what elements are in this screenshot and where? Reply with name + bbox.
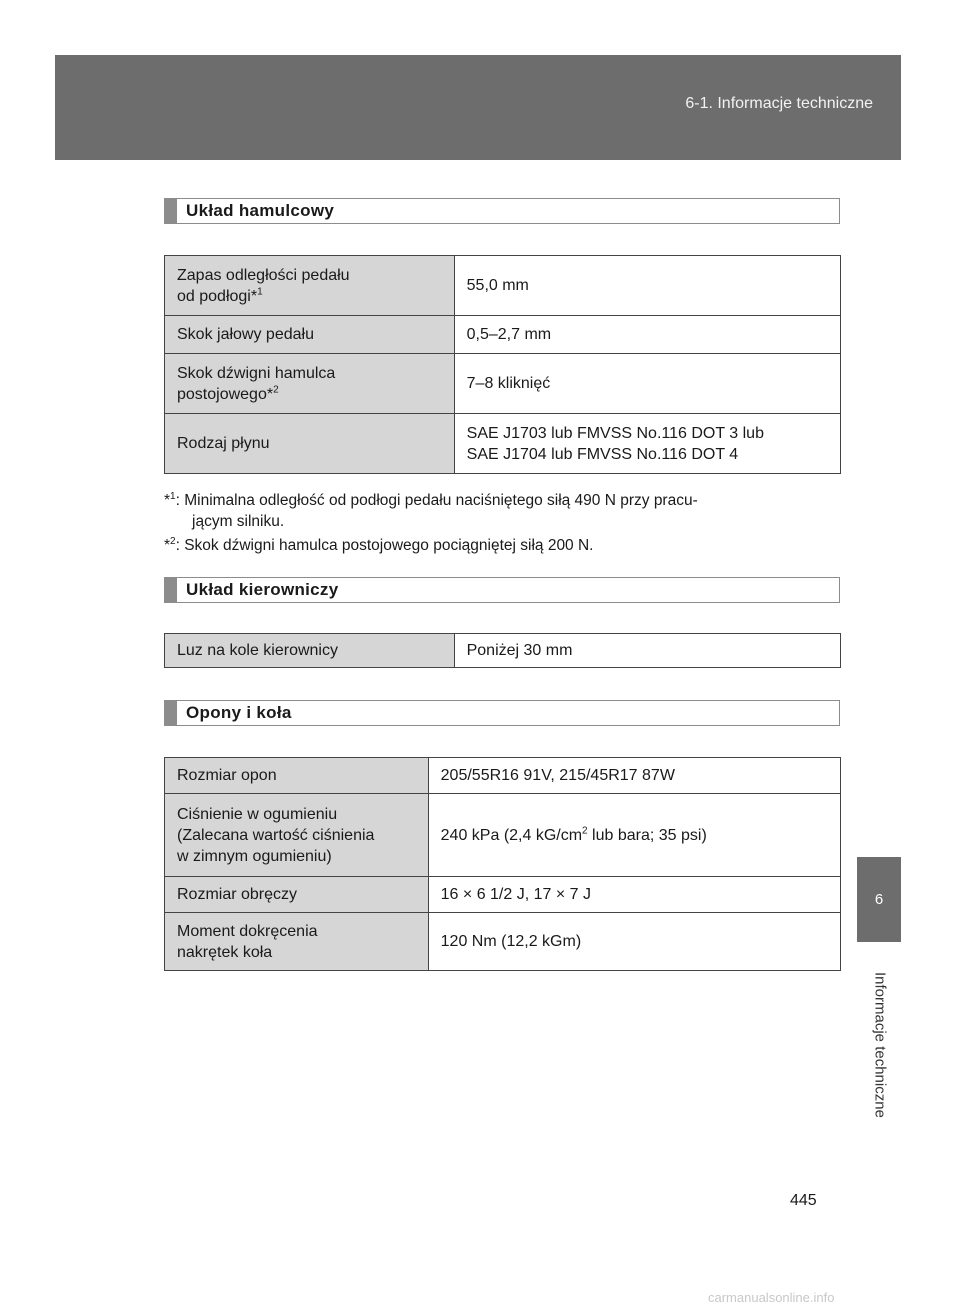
footnote-text-continued: jącym silniku. bbox=[192, 513, 285, 530]
table-cell-value: 205/55R16 91V, 215/45R17 87W bbox=[428, 758, 840, 794]
footnote-ref: 2 bbox=[273, 384, 279, 396]
table-row bbox=[165, 913, 841, 971]
table-cell-label: Luz na kole kierownicy bbox=[165, 634, 455, 668]
table-cell-label: Rozmiar opon bbox=[165, 758, 429, 794]
footnote-ref: 1 bbox=[257, 286, 263, 298]
brakes-heading: Układ hamulcowy bbox=[164, 198, 840, 224]
table-cell-value: 240 kPa (2,4 $kG/cm^2$ lub bara; 35 psi) bbox=[428, 794, 840, 877]
table-row bbox=[165, 256, 841, 316]
value-line: SAE J1704 lub FMVSS No.116 DOT 4 bbox=[466, 445, 739, 463]
header-band bbox=[55, 55, 901, 160]
table-cell-label: Rozmiar obręczy bbox=[165, 877, 429, 913]
table-row bbox=[165, 354, 841, 414]
table-cell-label: Rodzaj płynu bbox=[165, 414, 455, 474]
footnote-text: : Minimalna odległość od podłogi pedału naciśniętego siłą 490 N przy pracu- bbox=[175, 492, 698, 509]
value-line: SAE J1703 lub FMVSS No.116 DOT 3 lub bbox=[466, 424, 764, 442]
table-cell-label: Ciśnienie w ogumieniu (Zalecana wartość ciśnienia w zimnym ogumieniu) bbox=[165, 794, 429, 877]
table-cell-label: Moment dokręcenia nakrętek koła bbox=[165, 913, 429, 971]
steering-table bbox=[164, 633, 841, 668]
footnote-text: : Skok dźwigni hamulca postojowego pociągniętej siłą 200 N. bbox=[175, 537, 594, 554]
chapter-side-label bbox=[860, 950, 900, 1140]
table-cell-value bbox=[454, 414, 840, 474]
table-cell-label: Skok dźwigni hamulca postojowego*$^2$ bbox=[165, 354, 455, 414]
table-row bbox=[165, 414, 841, 474]
table-cell-value: 55,0 mm bbox=[454, 256, 840, 316]
table-cell-value: 16 × 6 1/2 J, 17 × 7 J bbox=[428, 877, 840, 913]
table-cell-label: Zapas odległości pedału od podłogi*$^1$ bbox=[165, 256, 455, 316]
chapter-side-label-text: Informacje techniczne bbox=[871, 972, 889, 1118]
table-row bbox=[165, 316, 841, 354]
section-title: 6-1. Informacje techniczne bbox=[685, 95, 873, 112]
table-cell-label: Skok jałowy pedału bbox=[165, 316, 455, 354]
table-row bbox=[165, 634, 841, 668]
tires-table bbox=[164, 757, 841, 971]
footnote-mark: *$^1$ bbox=[164, 490, 176, 509]
table-row bbox=[165, 758, 841, 794]
footnote-2 bbox=[164, 535, 840, 556]
table-row bbox=[165, 877, 841, 913]
footnote-mark: *$^2$ bbox=[164, 535, 176, 554]
brakes-table bbox=[164, 255, 841, 474]
chapter-tab: 6 bbox=[857, 857, 901, 942]
page-number: 445 bbox=[790, 1192, 817, 1209]
table-cell-value: 7–8 kliknięć bbox=[454, 354, 840, 414]
tires-heading: Opony i koła bbox=[164, 700, 840, 726]
footnote-1 bbox=[164, 490, 840, 532]
table-cell-value: 120 Nm (12,2 kGm) bbox=[428, 913, 840, 971]
table-row bbox=[165, 794, 841, 877]
watermark: carmanualsonline.info bbox=[708, 1290, 835, 1305]
table-cell-value: 0,5–2,7 mm bbox=[454, 316, 840, 354]
table-cell-value: Poniżej 30 mm bbox=[454, 634, 840, 668]
steering-heading: Układ kierowniczy bbox=[164, 577, 840, 603]
